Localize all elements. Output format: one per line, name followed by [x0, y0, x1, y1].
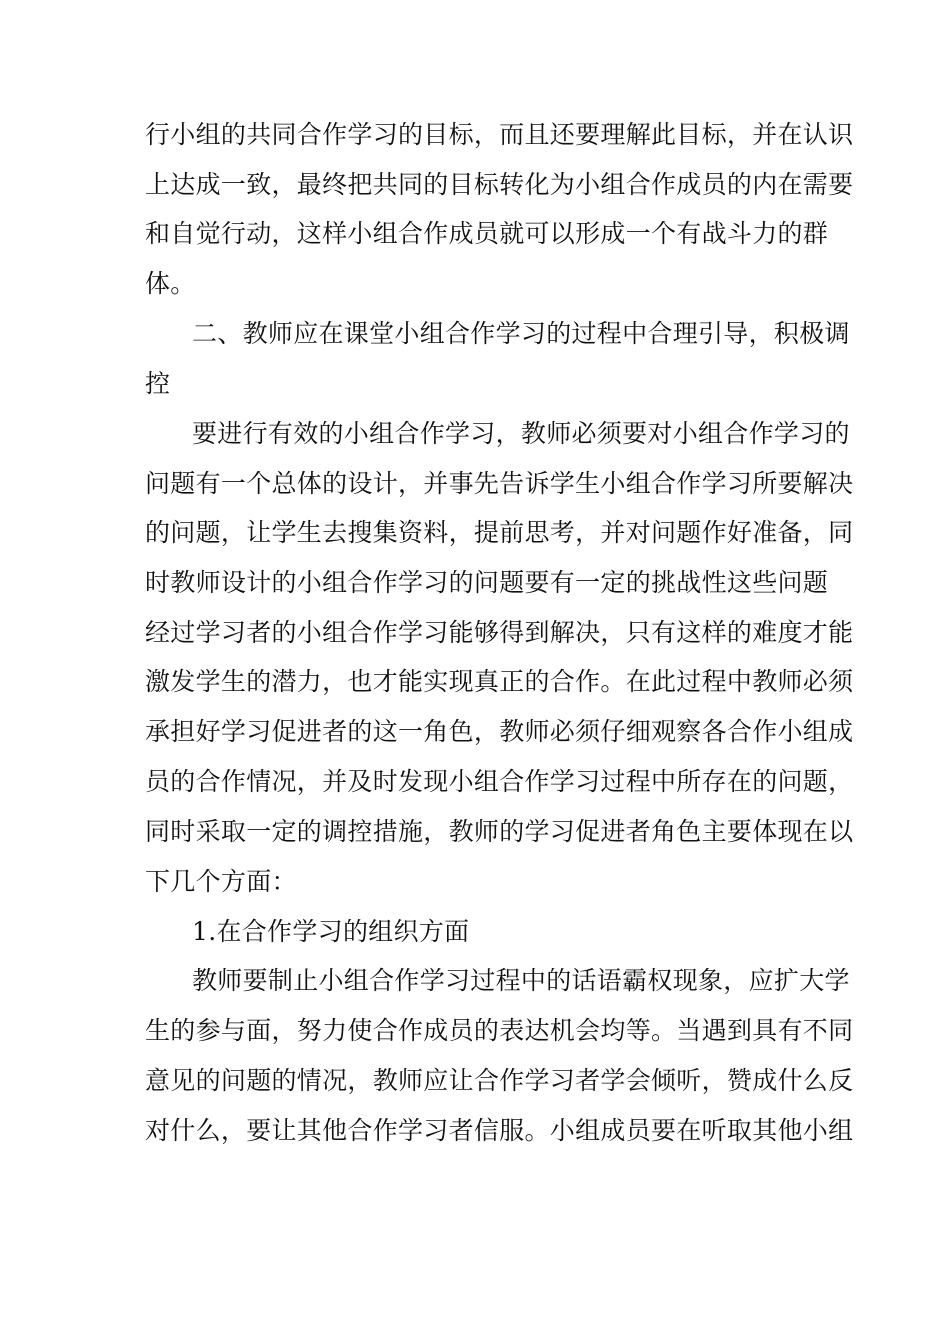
- body-text-line: 要进行有效的小组合作学习，教师必须要对小组合作学习的: [192, 419, 850, 448]
- body-text-line: 问题有一个总体的设计，并事先告诉学生小组合作学习所要解决: [145, 469, 854, 498]
- body-text-line: 体。: [145, 269, 196, 298]
- section-heading: 二、教师应在课堂小组合作学习的过程中合理引导，积极调: [192, 319, 850, 348]
- body-text-line: 对什么，要让其他合作学习者信服。小组成员要在听取其他小组: [145, 1116, 854, 1145]
- body-text-line: 意见的问题的情况，教师应让合作学习者学会倾听，赞成什么反: [145, 1066, 854, 1095]
- body-text-line: 下几个方面：: [145, 867, 297, 896]
- subsection-heading: 1.在合作学习的组织方面: [192, 917, 470, 946]
- body-text-line: 承担好学习促进者的这一角色，教师必须仔细观察各合作小组成: [145, 717, 854, 746]
- body-text-line: 时教师设计的小组合作学习的问题要有一定的挑战性这些问题: [145, 568, 829, 597]
- body-text-line: 同时采取一定的调控措施，教师的学习促进者角色主要体现在以: [145, 817, 854, 846]
- body-text-line: 教师要制止小组合作学习过程中的话语霸权现象，应扩大学: [192, 966, 850, 995]
- body-text-line: 经过学习者的小组合作学习能够得到解决，只有这样的难度才能: [145, 618, 854, 647]
- section-heading-continuation: 控: [145, 369, 171, 398]
- body-text-line: 和自觉行动，这样小组合作成员就可以形成一个有战斗力的群: [145, 219, 829, 248]
- body-text-line: 行小组的共同合作学习的目标，而且还要理解此目标，并在认识: [145, 120, 854, 149]
- body-text-line: 上达成一致，最终把共同的目标转化为小组合作成员的内在需要: [145, 170, 854, 199]
- body-text-line: 激发学生的潜力，也才能实现真正的合作。在此过程中教师必须: [145, 667, 854, 696]
- body-text-line: 的问题，让学生去搜集资料，提前思考，并对问题作好准备，同: [145, 518, 854, 547]
- body-text-line: 生的参与面，努力使合作成员的表达机会均等。当遇到具有不同: [145, 1016, 854, 1045]
- body-text-line: 员的合作情况，并及时发现小组合作学习过程中所存在的问题，: [145, 767, 854, 796]
